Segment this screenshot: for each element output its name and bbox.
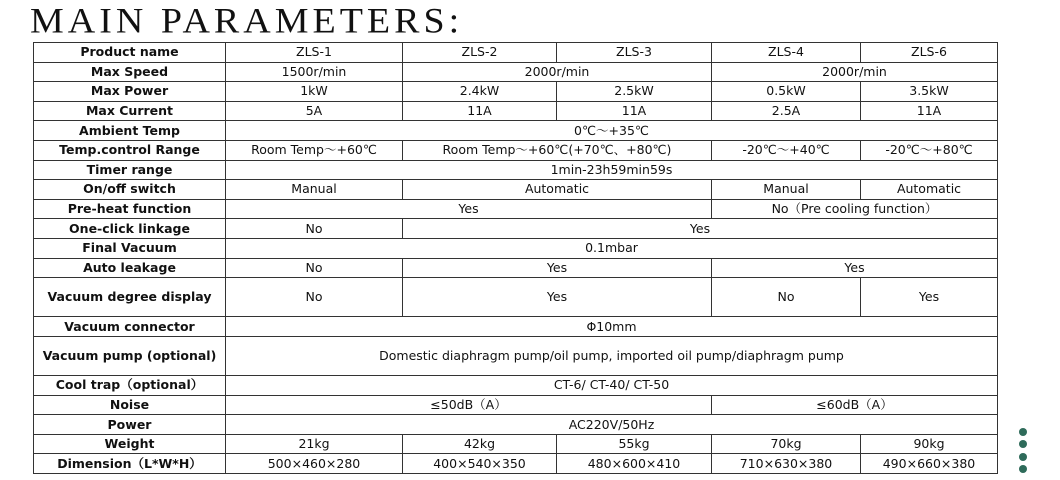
table-row — [34, 317, 998, 337]
table-row — [34, 434, 998, 454]
row-label: Max Power — [34, 82, 226, 102]
table-row — [34, 160, 998, 180]
table-cell: 2.5kW — [557, 82, 712, 102]
table-cell: Automatic — [861, 180, 998, 200]
table-cell: Yes — [403, 278, 712, 317]
table-cell: 11A — [861, 101, 998, 121]
table-row — [34, 82, 998, 102]
row-label: Final Vacuum — [34, 238, 226, 258]
table-cell: -20℃～+40℃ — [712, 140, 861, 160]
table-row — [34, 376, 998, 396]
table-row — [34, 140, 998, 160]
table-cell: No — [226, 258, 403, 278]
row-label: Pre-heat function — [34, 199, 226, 219]
parameters-table — [33, 42, 998, 474]
table-cell: 0.5kW — [712, 82, 861, 102]
table-cell: 11A — [557, 101, 712, 121]
table-cell: CT-6/ CT-40/ CT-50 — [226, 376, 998, 396]
table-cell: 480×600×410 — [557, 454, 712, 474]
table-cell: 710×630×380 — [712, 454, 861, 474]
table-cell: 0.1mbar — [226, 238, 998, 258]
row-label: On/off switch — [34, 180, 226, 200]
row-label: Ambient Temp — [34, 121, 226, 141]
table-cell: 11A — [403, 101, 557, 121]
row-label: Auto leakage — [34, 258, 226, 278]
table-row — [34, 258, 998, 278]
table-cell: Yes — [712, 258, 998, 278]
row-label: Dimension（L*W*H） — [34, 454, 226, 474]
table-cell: ZLS-6 — [861, 43, 998, 63]
table-cell: 5A — [226, 101, 403, 121]
table-cell: ZLS-2 — [403, 43, 557, 63]
row-label: Vacuum degree display — [34, 278, 226, 317]
row-label: Weight — [34, 434, 226, 454]
table-row — [34, 180, 998, 200]
table-row — [34, 415, 998, 435]
dot — [1019, 465, 1027, 473]
row-label: Vacuum pump (optional) — [34, 336, 226, 375]
table-row — [34, 219, 998, 239]
table-cell: 2.4kW — [403, 82, 557, 102]
row-label: One-click linkage — [34, 219, 226, 239]
table-cell: Manual — [712, 180, 861, 200]
table-cell: No — [712, 278, 861, 317]
table-cell: Automatic — [403, 180, 712, 200]
table-row — [34, 199, 998, 219]
table-cell: AC220V/50Hz — [226, 415, 998, 435]
table-cell: 2000r/min — [403, 62, 712, 82]
table-row — [34, 278, 998, 317]
table-cell: No — [226, 278, 403, 317]
row-label: Max Current — [34, 101, 226, 121]
table-cell: ≤60dB（A） — [712, 395, 998, 415]
table-cell: Manual — [226, 180, 403, 200]
table-cell: 400×540×350 — [403, 454, 557, 474]
more-options-icon[interactable] — [1019, 428, 1027, 477]
table-cell: Domestic diaphragm pump/oil pump, imported oil pump/diaphragm pump — [226, 336, 998, 375]
table-cell: 1500r/min — [226, 62, 403, 82]
table-cell: ZLS-4 — [712, 43, 861, 63]
dot — [1019, 440, 1027, 448]
table-row — [34, 121, 998, 141]
table-cell: Room Temp～+60℃(+70℃、+80℃) — [403, 140, 712, 160]
table-row — [34, 43, 998, 63]
table-cell: 55kg — [557, 434, 712, 454]
table-row — [34, 336, 998, 375]
row-label: Power — [34, 415, 226, 435]
table-cell: 90kg — [861, 434, 998, 454]
table-cell: Yes — [403, 219, 998, 239]
table-row — [34, 454, 998, 474]
table-cell: -20℃～+80℃ — [861, 140, 998, 160]
dot — [1019, 453, 1027, 461]
table-cell: 21kg — [226, 434, 403, 454]
table-cell: Yes — [861, 278, 998, 317]
table-cell: ≤50dB（A） — [226, 395, 712, 415]
table-cell: 490×660×380 — [861, 454, 998, 474]
table-cell: 1kW — [226, 82, 403, 102]
table-cell: 2000r/min — [712, 62, 998, 82]
table-cell: No — [226, 219, 403, 239]
table-cell: Φ10mm — [226, 317, 998, 337]
row-label: Temp.control Range — [34, 140, 226, 160]
row-label: Noise — [34, 395, 226, 415]
table-cell: 3.5kW — [861, 82, 998, 102]
table-cell: Room Temp～+60℃ — [226, 140, 403, 160]
dot — [1019, 428, 1027, 436]
table-cell: 0℃～+35℃ — [226, 121, 998, 141]
row-label: Max Speed — [34, 62, 226, 82]
table-row — [34, 101, 998, 121]
table-cell: Yes — [403, 258, 712, 278]
table-row — [34, 395, 998, 415]
table-cell: 42kg — [403, 434, 557, 454]
table-cell: 1min-23h59min59s — [226, 160, 998, 180]
table-cell: No（Pre cooling function） — [712, 199, 998, 219]
table-cell: Yes — [226, 199, 712, 219]
table-cell: ZLS-3 — [557, 43, 712, 63]
table-row — [34, 62, 998, 82]
table-cell: 2.5A — [712, 101, 861, 121]
table-cell: ZLS-1 — [226, 43, 403, 63]
table-row — [34, 238, 998, 258]
row-label: Timer range — [34, 160, 226, 180]
table-cell: 70kg — [712, 434, 861, 454]
row-label: Cool trap（optional） — [34, 376, 226, 396]
table-cell: 500×460×280 — [226, 454, 403, 474]
row-label: Vacuum connector — [34, 317, 226, 337]
page-title: MAIN PARAMETERS: — [30, 1, 464, 41]
row-label: Product name — [34, 43, 226, 63]
